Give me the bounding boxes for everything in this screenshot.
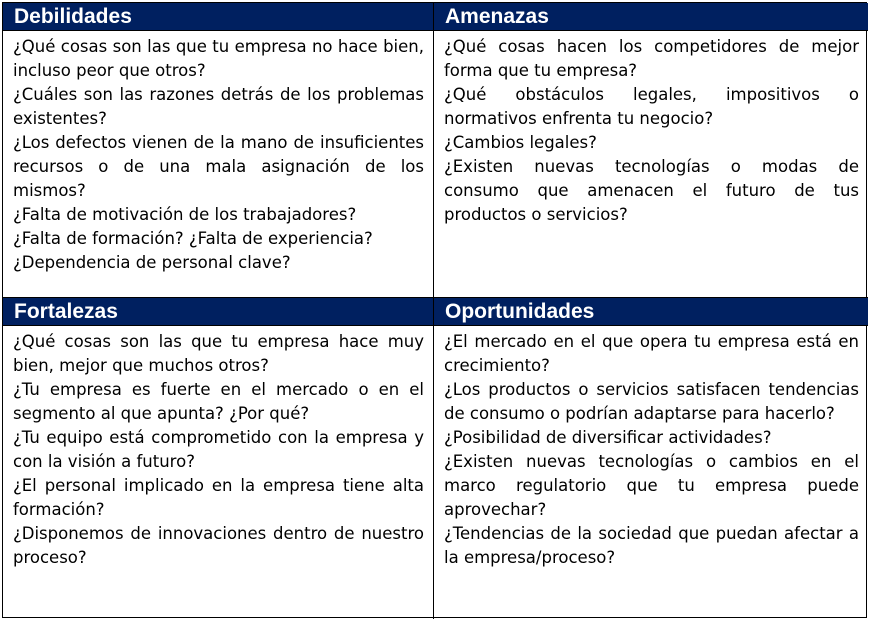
amenazas-cell bbox=[434, 3, 868, 298]
amenazas-item: ¿Cambios legales? bbox=[444, 133, 597, 152]
oportunidades-item: ¿Tendencias de la sociedad que puedan afectar a la empresa/proceso? bbox=[444, 524, 859, 567]
debilidades-item: ¿Cuáles son las razones detrás de los problemas existentes? bbox=[13, 85, 424, 128]
oportunidades-cell bbox=[434, 298, 868, 619]
debilidades-item: ¿Falta de formación? ¿Falta de experiencia? bbox=[13, 229, 373, 248]
oportunidades-item: ¿El mercado en el que opera tu empresa está en crecimiento? bbox=[444, 332, 859, 375]
oportunidades-item: ¿Existen nuevas tecnologías o cambios en el marco regulatorio que tu empresa puede aprovechar? bbox=[444, 452, 859, 519]
oportunidades-item: ¿Posibilidad de diversificar actividades? bbox=[444, 428, 772, 447]
oportunidades-body bbox=[434, 326, 868, 570]
debilidades-body bbox=[3, 31, 433, 275]
debilidades-cell bbox=[3, 3, 434, 298]
fortalezas-item: ¿Tu equipo está comprometido con la empresa y con la visión a futuro? bbox=[13, 428, 424, 471]
fortalezas-item: ¿Disponemos de innovaciones dentro de nuestro proceso? bbox=[13, 524, 424, 567]
amenazas-item: ¿Qué cosas hacen los competidores de mejor forma que tu empresa? bbox=[444, 37, 859, 80]
fortalezas-item: ¿El personal implicado en la empresa tiene alta formación? bbox=[13, 476, 424, 519]
amenazas-header: Amenazas bbox=[434, 3, 868, 31]
swot-table bbox=[2, 2, 867, 618]
oportunidades-header: Oportunidades bbox=[434, 298, 868, 326]
fortalezas-body bbox=[3, 326, 433, 570]
debilidades-header: Debilidades bbox=[3, 3, 433, 31]
debilidades-item: ¿Dependencia de personal clave? bbox=[13, 253, 291, 272]
debilidades-item: ¿Falta de motivación de los trabajadores? bbox=[13, 205, 357, 224]
fortalezas-header: Fortalezas bbox=[3, 298, 433, 326]
fortalezas-cell bbox=[3, 298, 434, 619]
fortalezas-item: ¿Qué cosas son las que tu empresa hace muy bien, mejor que muchos otros? bbox=[13, 332, 424, 375]
amenazas-item: ¿Existen nuevas tecnologías o modas de consumo que amenacen el futuro de tus productos o servicios? bbox=[444, 157, 859, 224]
amenazas-body bbox=[434, 31, 868, 227]
fortalezas-item: ¿Tu empresa es fuerte en el mercado o en el segmento al que apunta? ¿Por qué? bbox=[13, 380, 424, 423]
debilidades-item: ¿Qué cosas son las que tu empresa no hace bien, incluso peor que otros? bbox=[13, 37, 424, 80]
amenazas-item: ¿Qué obstáculos legales, impositivos o normativos enfrenta tu negocio? bbox=[444, 85, 859, 128]
debilidades-item: ¿Los defectos vienen de la mano de insuficientes recursos o de una mala asignación de los mismos? bbox=[13, 133, 424, 200]
oportunidades-item: ¿Los productos o servicios satisfacen tendencias de consumo o podrían adaptarse para hacerlo? bbox=[444, 380, 859, 423]
